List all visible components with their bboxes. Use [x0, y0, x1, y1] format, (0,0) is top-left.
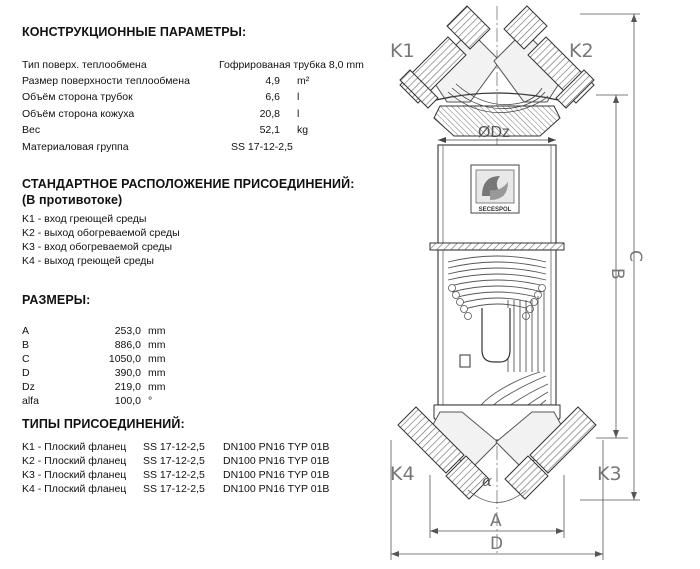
middle-flange [430, 243, 564, 250]
dimension-name: C [22, 353, 30, 365]
type-material: SS 17-12-2,5 [143, 469, 205, 481]
dimension-unit: mm [148, 367, 166, 379]
alfa-label: α [482, 472, 493, 490]
param-unit: l [297, 108, 300, 120]
connection-item: K1 - вход греющей среды [22, 213, 147, 225]
label-a: A [490, 511, 502, 531]
type-material: SS 17-12-2,5 [143, 483, 205, 495]
dimension-name: A [22, 325, 30, 337]
dimension-value: 1050,0 [108, 353, 141, 365]
type-spec: DN100 PN16 TYP 01B [223, 441, 330, 453]
param-unit: l [297, 91, 300, 103]
connection-item: K2 - выход обогреваемой среды [22, 227, 180, 239]
param-name: Тип поверх. теплообмена [22, 59, 147, 71]
dimension-name: B [22, 339, 30, 351]
connection-item: K3 - вход обогреваемой среды [22, 241, 173, 253]
param-unit: kg [297, 124, 309, 136]
dimension-name: D [22, 367, 30, 379]
dimensions-title: РАЗМЕРЫ: [22, 293, 91, 307]
dimension-unit: mm [148, 339, 166, 351]
param-value: 52,1 [259, 124, 280, 136]
type-port: K1 - Плоский фланец [22, 441, 127, 453]
dz-arrow-right [548, 137, 556, 143]
inner-u-tube [482, 308, 510, 362]
param-name: Объём сторона кожуха [22, 108, 135, 120]
param-value: 6,6 [265, 91, 280, 103]
baffle [460, 355, 470, 367]
type-port: K3 - Плоский фланец [22, 469, 127, 481]
label-d: D [490, 534, 504, 554]
label-c: C [625, 250, 645, 262]
param-name: Объём сторона трубок [22, 91, 133, 103]
connections-title: СТАНДАРТНОЕ РАСПОЛОЖЕНИЕ ПРИСОЕДИНЕНИЙ: [22, 177, 355, 191]
types-title: ТИПЫ ПРИСОЕДИНЕНИЙ: [22, 417, 185, 431]
dimension-value: 100,0 [114, 395, 141, 407]
dz-arrow-left [438, 137, 446, 143]
type-spec: DN100 PN16 TYP 01B [223, 469, 330, 481]
param-name: Вес [22, 124, 41, 136]
dimension-unit: ° [148, 395, 153, 407]
logo-text: SECESPOL [478, 207, 512, 213]
label-k2: K2 [569, 40, 594, 62]
dimension-value: 219,0 [114, 381, 141, 393]
param-value: SS 17-12-2,5 [231, 141, 293, 153]
dimension-unit: mm [148, 325, 166, 337]
dimension-b [596, 95, 628, 438]
type-spec: DN100 PN16 TYP 01B [223, 483, 330, 495]
dimension-name: alfa [22, 395, 39, 407]
param-value: 4,9 [265, 75, 280, 87]
dimension-value: 886,0 [114, 339, 141, 351]
dimension-name: Dz [22, 381, 35, 393]
param-value: Гофрированая трубка 8,0 mm [219, 59, 364, 71]
dimension-value: 253,0 [114, 325, 141, 337]
secespol-logo [471, 165, 519, 213]
type-spec: DN100 PN16 TYP 01B [223, 455, 330, 467]
param-name: Размер поверхности теплообмена [22, 75, 190, 87]
dimension-unit: mm [148, 353, 166, 365]
label-b: B [607, 268, 627, 280]
connections-subtitle: (В противотоке) [22, 193, 123, 207]
type-port: K2 - Плоский фланец [22, 455, 127, 467]
type-material: SS 17-12-2,5 [143, 455, 205, 467]
construction-title: КОНСТРУКЦИОННЫЕ ПАРАМЕТРЫ: [22, 25, 247, 39]
connection-item: K4 - выход греющей среды [22, 255, 154, 267]
param-name: Материаловая группа [22, 141, 129, 153]
dimension-unit: mm [148, 381, 166, 393]
param-unit: m² [297, 75, 310, 87]
type-port: K4 - Плоский фланец [22, 483, 127, 495]
label-k3: K3 [597, 463, 622, 485]
param-value: 20,8 [259, 108, 280, 120]
dz-label: ØDz [478, 124, 510, 141]
label-k4: K4 [390, 463, 415, 485]
dimension-value: 390,0 [114, 367, 141, 379]
label-k1: K1 [390, 40, 415, 62]
type-material: SS 17-12-2,5 [143, 441, 205, 453]
